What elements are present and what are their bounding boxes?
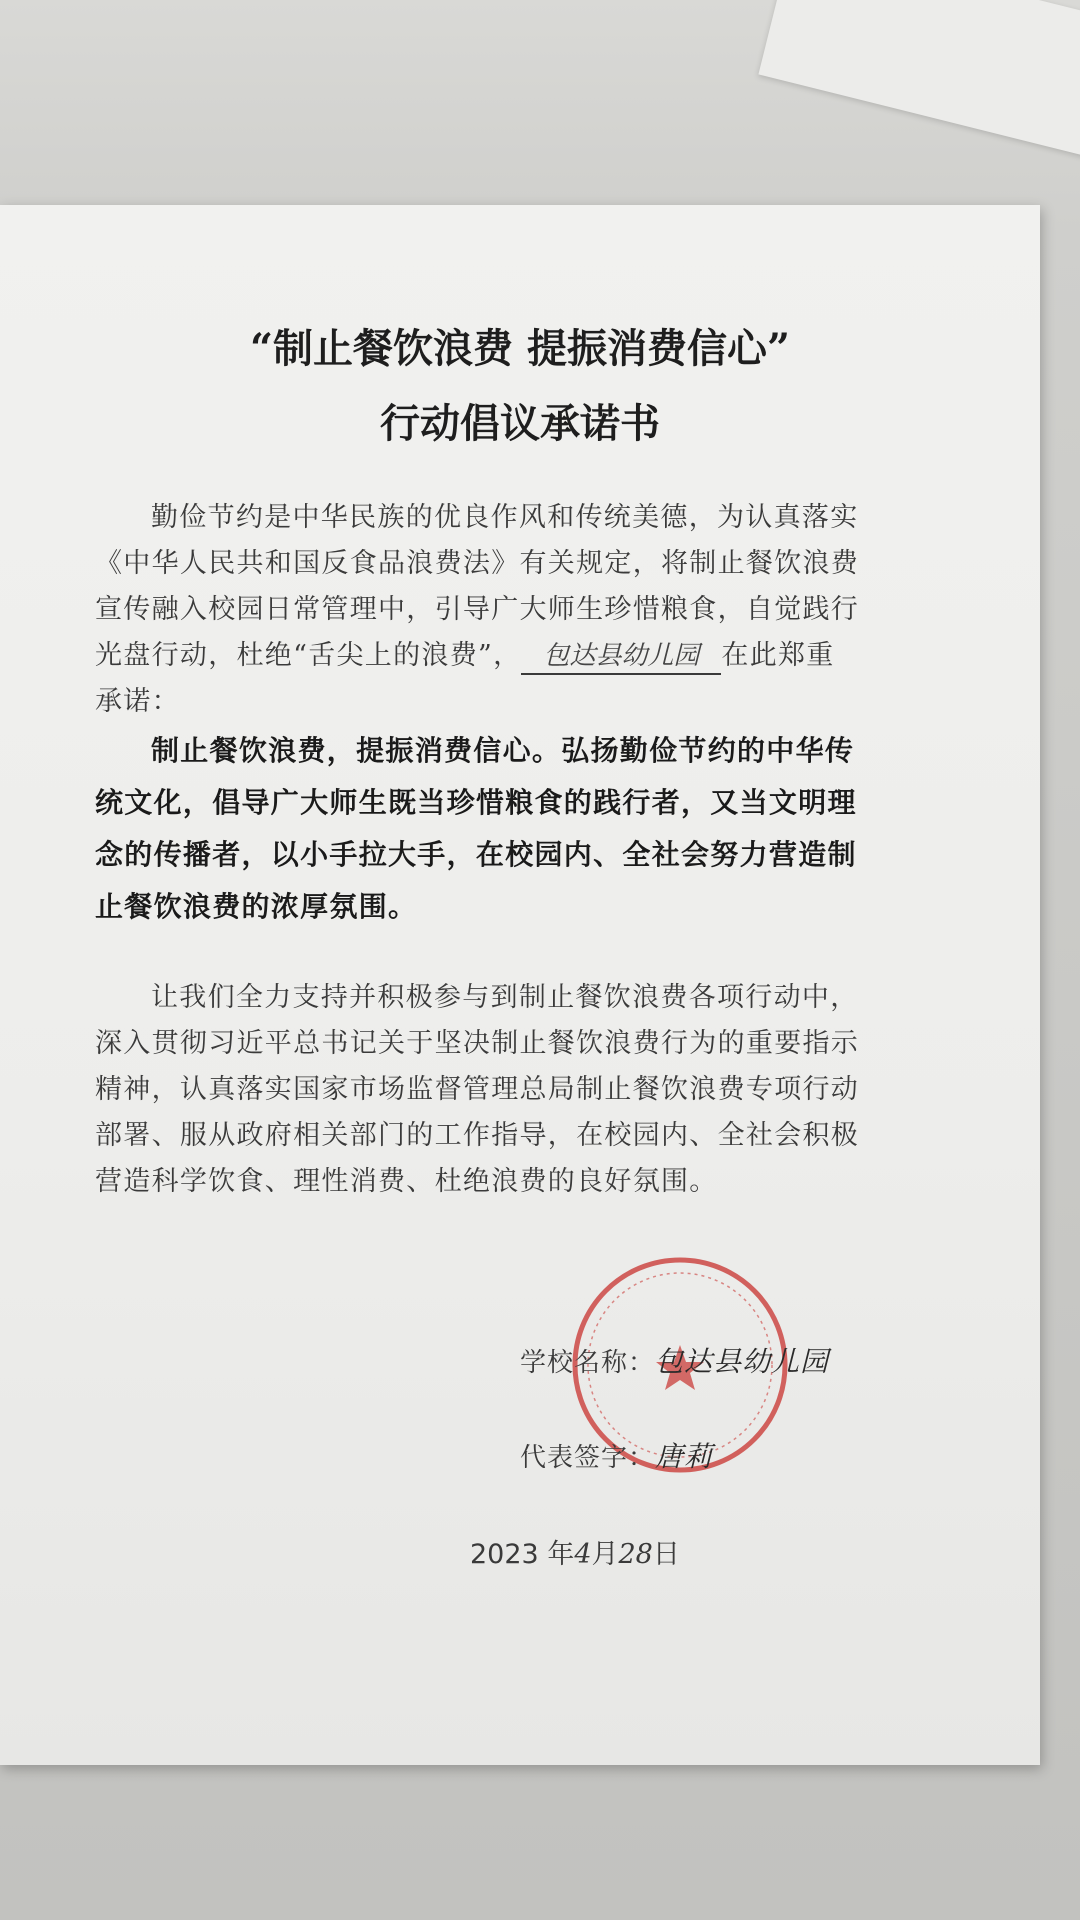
representative-label: 代表签字： xyxy=(520,1443,656,1473)
date-month-unit: 月 xyxy=(591,1539,619,1570)
document-page xyxy=(0,205,1040,1765)
representative-signature: 唐莉 xyxy=(655,1440,714,1473)
school-name-fill-in: 包达县幼儿园 xyxy=(521,639,721,675)
paragraph-action: 让我们全力支持并积极参与到制止餐饮浪费各项行动中，深入贯彻习近平总书记关于坚决制止餐饮浪费行为的重要指示精神，认真落实国家市场监督管理总局制止餐饮浪费专项行动部署、服从政府相关部门的工作指导，在校园内、全社会积极营造科学饮食、理性消费、杜绝浪费的良好氛围。 xyxy=(95,982,860,1197)
paragraph-intro-tail: 在此郑重承诺： xyxy=(95,640,835,717)
date-year: 2023 xyxy=(470,1539,539,1570)
date-month: 4 xyxy=(574,1539,592,1570)
date-day-unit: 日 xyxy=(652,1539,680,1570)
paragraph-intro-text: 勤俭节约是中华民族的优良作风和传统美德，为认真落实《中华人民共和国反食品浪费法》有关规定，将制止餐饮浪费宣传融入校园日常管理中，引导广大师生珍惜粮食，自觉践行光盘行动，杜绝“舌尖上的浪费”， xyxy=(95,502,860,671)
school-name-label: 学校名称： xyxy=(520,1348,656,1378)
signing-date xyxy=(470,1532,680,1571)
document-title: “制止餐饮浪费 提振消费信心” xyxy=(250,325,790,372)
representative-row xyxy=(520,1435,713,1475)
school-name-signature: 包达县幼儿园 xyxy=(655,1345,830,1378)
date-day: 28 xyxy=(618,1539,653,1570)
school-name-row xyxy=(520,1340,829,1380)
date-year-unit: 年 xyxy=(547,1539,575,1570)
document-subtitle: 行动倡议承诺书 xyxy=(380,400,660,447)
paragraph-commitment: 制止餐饮浪费，提振消费信心。弘扬勤俭节约的中华传统文化，倡导广大师生既当珍惜粮食的践行者，又当文明理念的传播者，以小手拉大手，在校园内、全社会努力营造制止餐饮浪费的浓厚氛围。 xyxy=(95,734,857,923)
paragraph-intro xyxy=(95,495,860,725)
